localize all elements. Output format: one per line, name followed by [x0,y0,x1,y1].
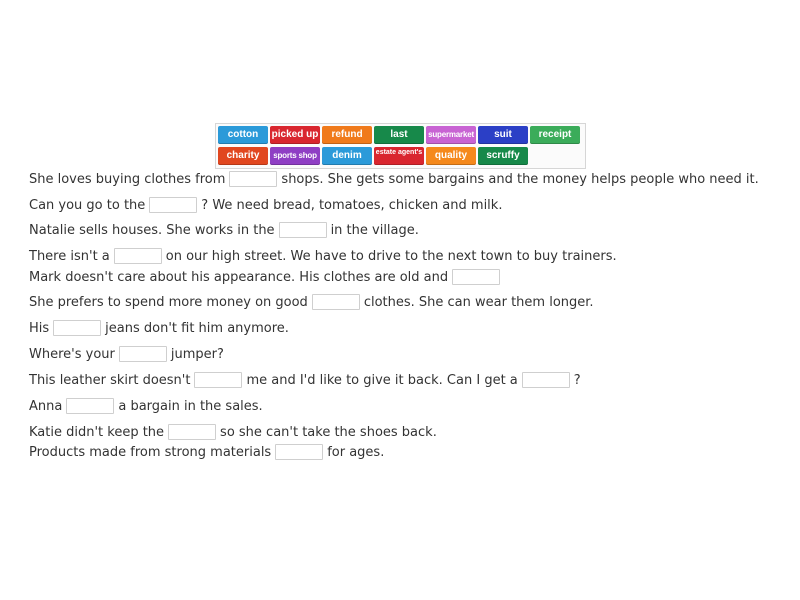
sentence-text-after: clothes. She can wear them longer. [363,295,594,310]
word-tile-supermarket[interactable]: supermarket [426,126,476,144]
sentence-text-after: jumper? [170,347,224,362]
sentence-5 [29,268,504,288]
answer-slot-7[interactable] [53,320,101,336]
sentence-6 [29,293,594,313]
answer-slot-3[interactable] [279,222,327,238]
sentence-1 [29,170,759,190]
sentence-text-before: She loves buying clothes from [29,172,226,187]
sentence-text-before: Can you go to the [29,198,146,213]
sentence-7 [29,319,289,339]
word-tile-estate-agents[interactable]: estate agent's [374,147,424,165]
sentence-3 [29,221,419,241]
word-tile-last[interactable]: last [374,126,424,144]
sentence-text-before: There isn't a [29,249,110,264]
sentence-text-before: She prefers to spend more money on good [29,295,308,310]
answer-slot-1[interactable] [229,171,277,187]
answer-slot-11[interactable] [168,424,216,440]
answer-slot-9a[interactable] [194,372,242,388]
sentence-8 [29,345,224,365]
answer-slot-4[interactable] [114,248,162,264]
answer-slot-10[interactable] [66,398,114,414]
sentence-text-after: for ages. [327,445,385,460]
answer-slot-2[interactable] [149,197,197,213]
answer-slot-12[interactable] [275,444,323,460]
sentence-text-after: shops. She gets some bargains and the money helps people who need it. [281,172,759,187]
sentence-text-after: a bargain in the sales. [118,399,263,414]
word-tile-sports-shop[interactable]: sports shop [270,147,320,165]
word-bank [215,123,586,169]
sentence-text-after: in the village. [330,223,419,238]
word-tile-scruffy[interactable]: scruffy [478,147,528,165]
word-tile-charity[interactable]: charity [218,147,268,165]
sentence-text-middle: me and I'd like to give it back. Can I get a [246,373,518,388]
answer-slot-6[interactable] [312,294,360,310]
sentence-text-before: This leather skirt doesn't [29,373,191,388]
word-tile-picked-up[interactable]: picked up [270,126,320,144]
sentence-10 [29,397,263,417]
sentence-text-after: ? [573,373,581,388]
sentence-2 [29,196,502,216]
sentence-12 [29,443,384,463]
sentence-text-after: ? We need bread, tomatoes, chicken and milk. [201,198,503,213]
word-tile-receipt[interactable]: receipt [530,126,580,144]
sentence-text-before: His [29,321,50,336]
sentence-text-after: jeans don't fit him anymore. [105,321,289,336]
sentence-text-after: so she can't take the shoes back. [220,425,437,440]
word-tile-cotton[interactable]: cotton [218,126,268,144]
sentence-text-before: Where's your [29,347,115,362]
sentence-4 [29,247,617,267]
sentence-text-after: on our high street. We have to drive to the next town to buy trainers. [165,249,617,264]
sentence-11 [29,423,437,443]
sentence-text-before: Natalie sells houses. She works in the [29,223,275,238]
sentence-text-before: Katie didn't keep the [29,425,165,440]
sentence-text-before: Mark doesn't care about his appearance. His clothes are old and [29,270,449,285]
sentence-9 [29,371,581,391]
sentence-text-before: Products made from strong materials [29,445,272,460]
answer-slot-9b[interactable] [522,372,570,388]
word-tile-refund[interactable]: refund [322,126,372,144]
sentence-text-before: Anna [29,399,63,414]
answer-slot-5[interactable] [452,269,500,285]
word-tile-quality[interactable]: quality [426,147,476,165]
word-tile-denim[interactable]: denim [322,147,372,165]
word-tile-suit[interactable]: suit [478,126,528,144]
answer-slot-8[interactable] [119,346,167,362]
